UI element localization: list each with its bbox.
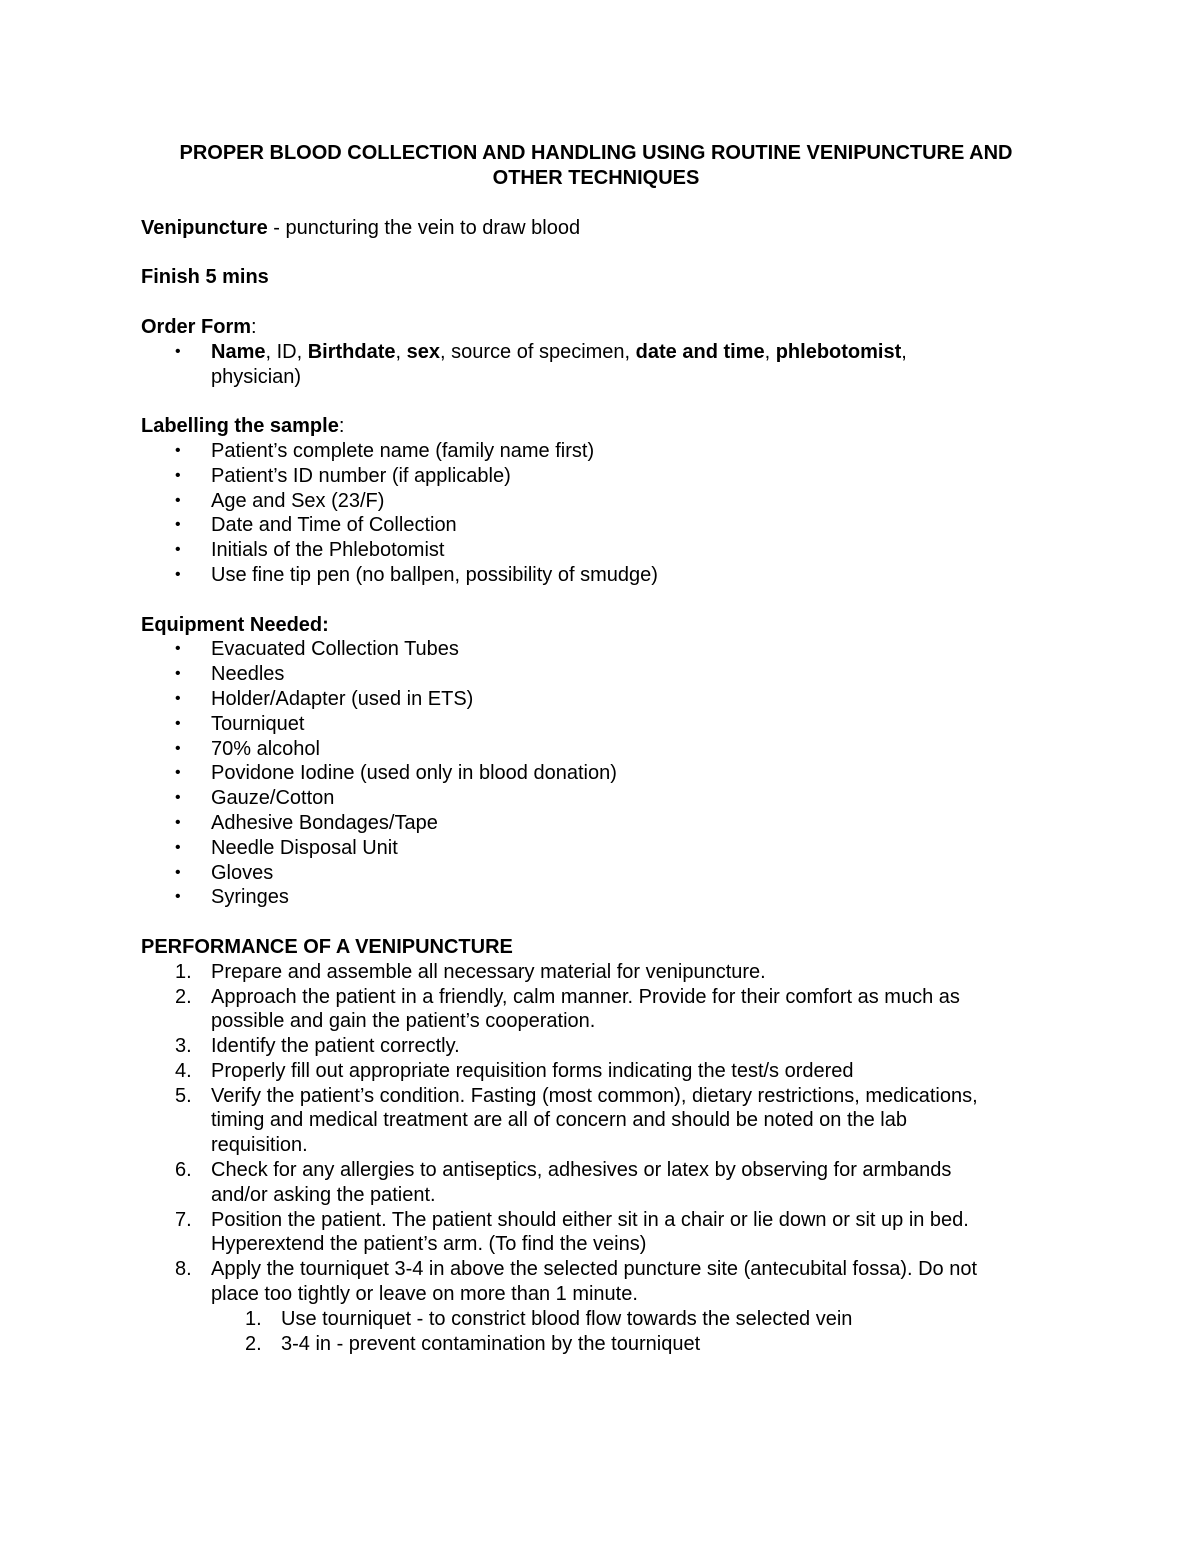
list-item xyxy=(141,513,1051,538)
order-form-list xyxy=(141,340,1051,390)
order-field-bold: Birthdate xyxy=(307,340,396,363)
substep-number: 1. xyxy=(245,1307,262,1330)
definition-term: Venipuncture xyxy=(141,216,268,239)
list-item xyxy=(141,439,1051,464)
bullet-icon: • xyxy=(175,342,181,360)
order-form-heading-text: Order Form xyxy=(141,315,252,338)
list-item-text: Evacuated Collection Tubes xyxy=(211,638,459,661)
order-field-text: , ID, xyxy=(265,340,308,363)
list-item-text: Holder/Adapter (used in ETS) xyxy=(211,687,474,710)
bullet-icon: • xyxy=(175,789,181,807)
order-form-line-2: physician) xyxy=(211,365,302,388)
step-text-line: possible and gain the patient’s cooperation. xyxy=(211,1010,596,1033)
list-item xyxy=(141,885,1051,910)
step-item xyxy=(141,1034,1051,1059)
bullet-icon: • xyxy=(175,491,181,509)
bullet-icon: • xyxy=(175,714,181,732)
document-title xyxy=(141,141,1051,191)
list-item-text: Gloves xyxy=(211,861,274,884)
list-item-text: Needle Disposal Unit xyxy=(211,836,398,859)
equipment-list xyxy=(141,637,1051,910)
step-number: 8. xyxy=(175,1258,192,1281)
bullet-icon: • xyxy=(175,541,181,559)
step-item xyxy=(141,1257,1051,1307)
substep-item xyxy=(141,1332,1051,1357)
list-item xyxy=(141,637,1051,662)
document-content xyxy=(141,141,1051,1356)
title-line-1: PROPER BLOOD COLLECTION AND HANDLING USING ROUTINE VENIPUNCTURE AND xyxy=(179,142,1013,164)
bullet-icon: • xyxy=(175,888,181,906)
step-item xyxy=(141,985,1051,1035)
order-field-text: , xyxy=(764,340,776,363)
order-field-bold: phlebotomist xyxy=(775,340,902,363)
list-item xyxy=(141,811,1051,836)
bullet-icon: • xyxy=(175,441,181,459)
order-field-text: , source of specimen, xyxy=(440,340,636,363)
list-item-text: Age and Sex (23/F) xyxy=(211,489,385,512)
list-item xyxy=(141,786,1051,811)
substep-number: 2. xyxy=(245,1332,262,1355)
list-item xyxy=(141,464,1051,489)
labelling-list xyxy=(141,439,1051,588)
list-item xyxy=(141,712,1051,737)
list-item-text: 70% alcohol xyxy=(211,737,320,760)
labelling-heading-text: Labelling the sample xyxy=(141,415,339,438)
list-item-text: Gauze/Cotton xyxy=(211,787,335,810)
step-item xyxy=(141,1059,1051,1084)
step-item xyxy=(141,1208,1051,1258)
bullet-icon: • xyxy=(175,863,181,881)
substep-text: 3-4 in - prevent contamination by the tourniquet xyxy=(281,1332,701,1355)
step-text-line: Position the patient. The patient should either sit in a chair or lie down or sit up in bed. xyxy=(211,1208,969,1231)
bullet-icon: • xyxy=(175,689,181,707)
list-item xyxy=(141,538,1051,563)
bullet-icon: • xyxy=(175,565,181,583)
definition-paragraph xyxy=(141,216,1051,241)
order-field-text: , xyxy=(901,340,907,363)
labelling-heading xyxy=(141,414,1051,439)
list-item-text: Use fine tip pen (no ballpen, possibility of smudge) xyxy=(211,563,658,586)
labelling-colon: : xyxy=(338,415,345,438)
finish-note: Finish 5 mins xyxy=(141,266,269,289)
step-number: 7. xyxy=(175,1208,192,1231)
performance-substeps-list xyxy=(141,1307,1051,1357)
step-number: 2. xyxy=(175,985,192,1008)
list-item-text: Date and Time of Collection xyxy=(211,514,457,537)
list-item-text: Adhesive Bondages/Tape xyxy=(211,811,438,834)
bullet-icon: • xyxy=(175,739,181,757)
list-item-text: Patient’s complete name (family name first) xyxy=(211,439,595,462)
definition-text: - puncturing the vein to draw blood xyxy=(267,216,581,239)
list-item xyxy=(141,861,1051,886)
step-text-line: Approach the patient in a friendly, calm manner. Provide for their comfort as much as xyxy=(211,985,960,1008)
step-text-line: Properly fill out appropriate requisition forms indicating the test/s ordered xyxy=(211,1059,854,1082)
order-form-colon: : xyxy=(251,315,257,338)
list-item xyxy=(141,836,1051,861)
step-text-line: Apply the tourniquet 3-4 in above the selected puncture site (antecubital fossa). Do not xyxy=(211,1258,978,1281)
list-item-text: Tourniquet xyxy=(211,712,305,735)
list-item xyxy=(141,489,1051,514)
order-form-heading xyxy=(141,315,1051,340)
step-text-line: Check for any allergies to antiseptics, adhesives or latex by observing for armbands xyxy=(211,1159,952,1182)
equipment-heading: Equipment Needed: xyxy=(141,613,329,636)
bullet-icon: • xyxy=(175,640,181,658)
step-number: 6. xyxy=(175,1159,192,1182)
list-item xyxy=(141,662,1051,687)
substep-item xyxy=(141,1307,1051,1332)
list-item-text: Syringes xyxy=(211,886,289,909)
title-line-2: OTHER TECHNIQUES xyxy=(492,167,700,189)
list-item xyxy=(141,761,1051,786)
list-item xyxy=(141,687,1051,712)
performance-heading: PERFORMANCE OF A VENIPUNCTURE xyxy=(141,935,513,958)
bullet-icon: • xyxy=(175,516,181,534)
list-item xyxy=(141,563,1051,588)
step-text-line: Verify the patient’s condition. Fasting (most common), dietary restrictions, medications, xyxy=(211,1084,978,1107)
order-field-bold: sex xyxy=(406,340,441,363)
step-item xyxy=(141,1158,1051,1208)
bullet-icon: • xyxy=(175,838,181,856)
order-form-fields xyxy=(211,341,907,363)
bullet-icon: • xyxy=(175,665,181,683)
step-text-line: Prepare and assemble all necessary material for venipuncture. xyxy=(211,960,766,983)
bullet-icon: • xyxy=(175,813,181,831)
order-field-text: , xyxy=(395,340,407,363)
step-text-line: Hyperextend the patient’s arm. (To find the veins) xyxy=(211,1233,647,1256)
substep-text: Use tourniquet - to constrict blood flow towards the selected vein xyxy=(281,1307,853,1330)
step-number: 5. xyxy=(175,1084,192,1107)
order-field-bold: date and time xyxy=(635,340,765,363)
list-item xyxy=(141,737,1051,762)
list-item-text: Needles xyxy=(211,663,285,686)
step-text-line: requisition. xyxy=(211,1134,308,1157)
step-text-line: and/or asking the patient. xyxy=(211,1183,436,1206)
order-field-bold: Name xyxy=(211,340,266,363)
step-item xyxy=(141,960,1051,985)
list-item-text: Patient’s ID number (if applicable) xyxy=(211,464,511,487)
step-text-line: Identify the patient correctly. xyxy=(211,1035,460,1058)
step-number: 1. xyxy=(175,960,192,983)
bullet-icon: • xyxy=(175,466,181,484)
step-number: 3. xyxy=(175,1035,192,1058)
performance-steps-list xyxy=(141,960,1051,1307)
list-item xyxy=(141,340,1051,390)
step-item xyxy=(141,1084,1051,1158)
list-item-text: Povidone Iodine (used only in blood donation) xyxy=(211,762,617,785)
step-number: 4. xyxy=(175,1059,192,1082)
bullet-icon: • xyxy=(175,764,181,782)
step-text-line: place too tightly or leave on more than 1 minute. xyxy=(211,1283,638,1306)
list-item-text: Initials of the Phlebotomist xyxy=(211,539,445,562)
step-text-line: timing and medical treatment are all of concern and should be noted on the lab xyxy=(211,1109,907,1132)
